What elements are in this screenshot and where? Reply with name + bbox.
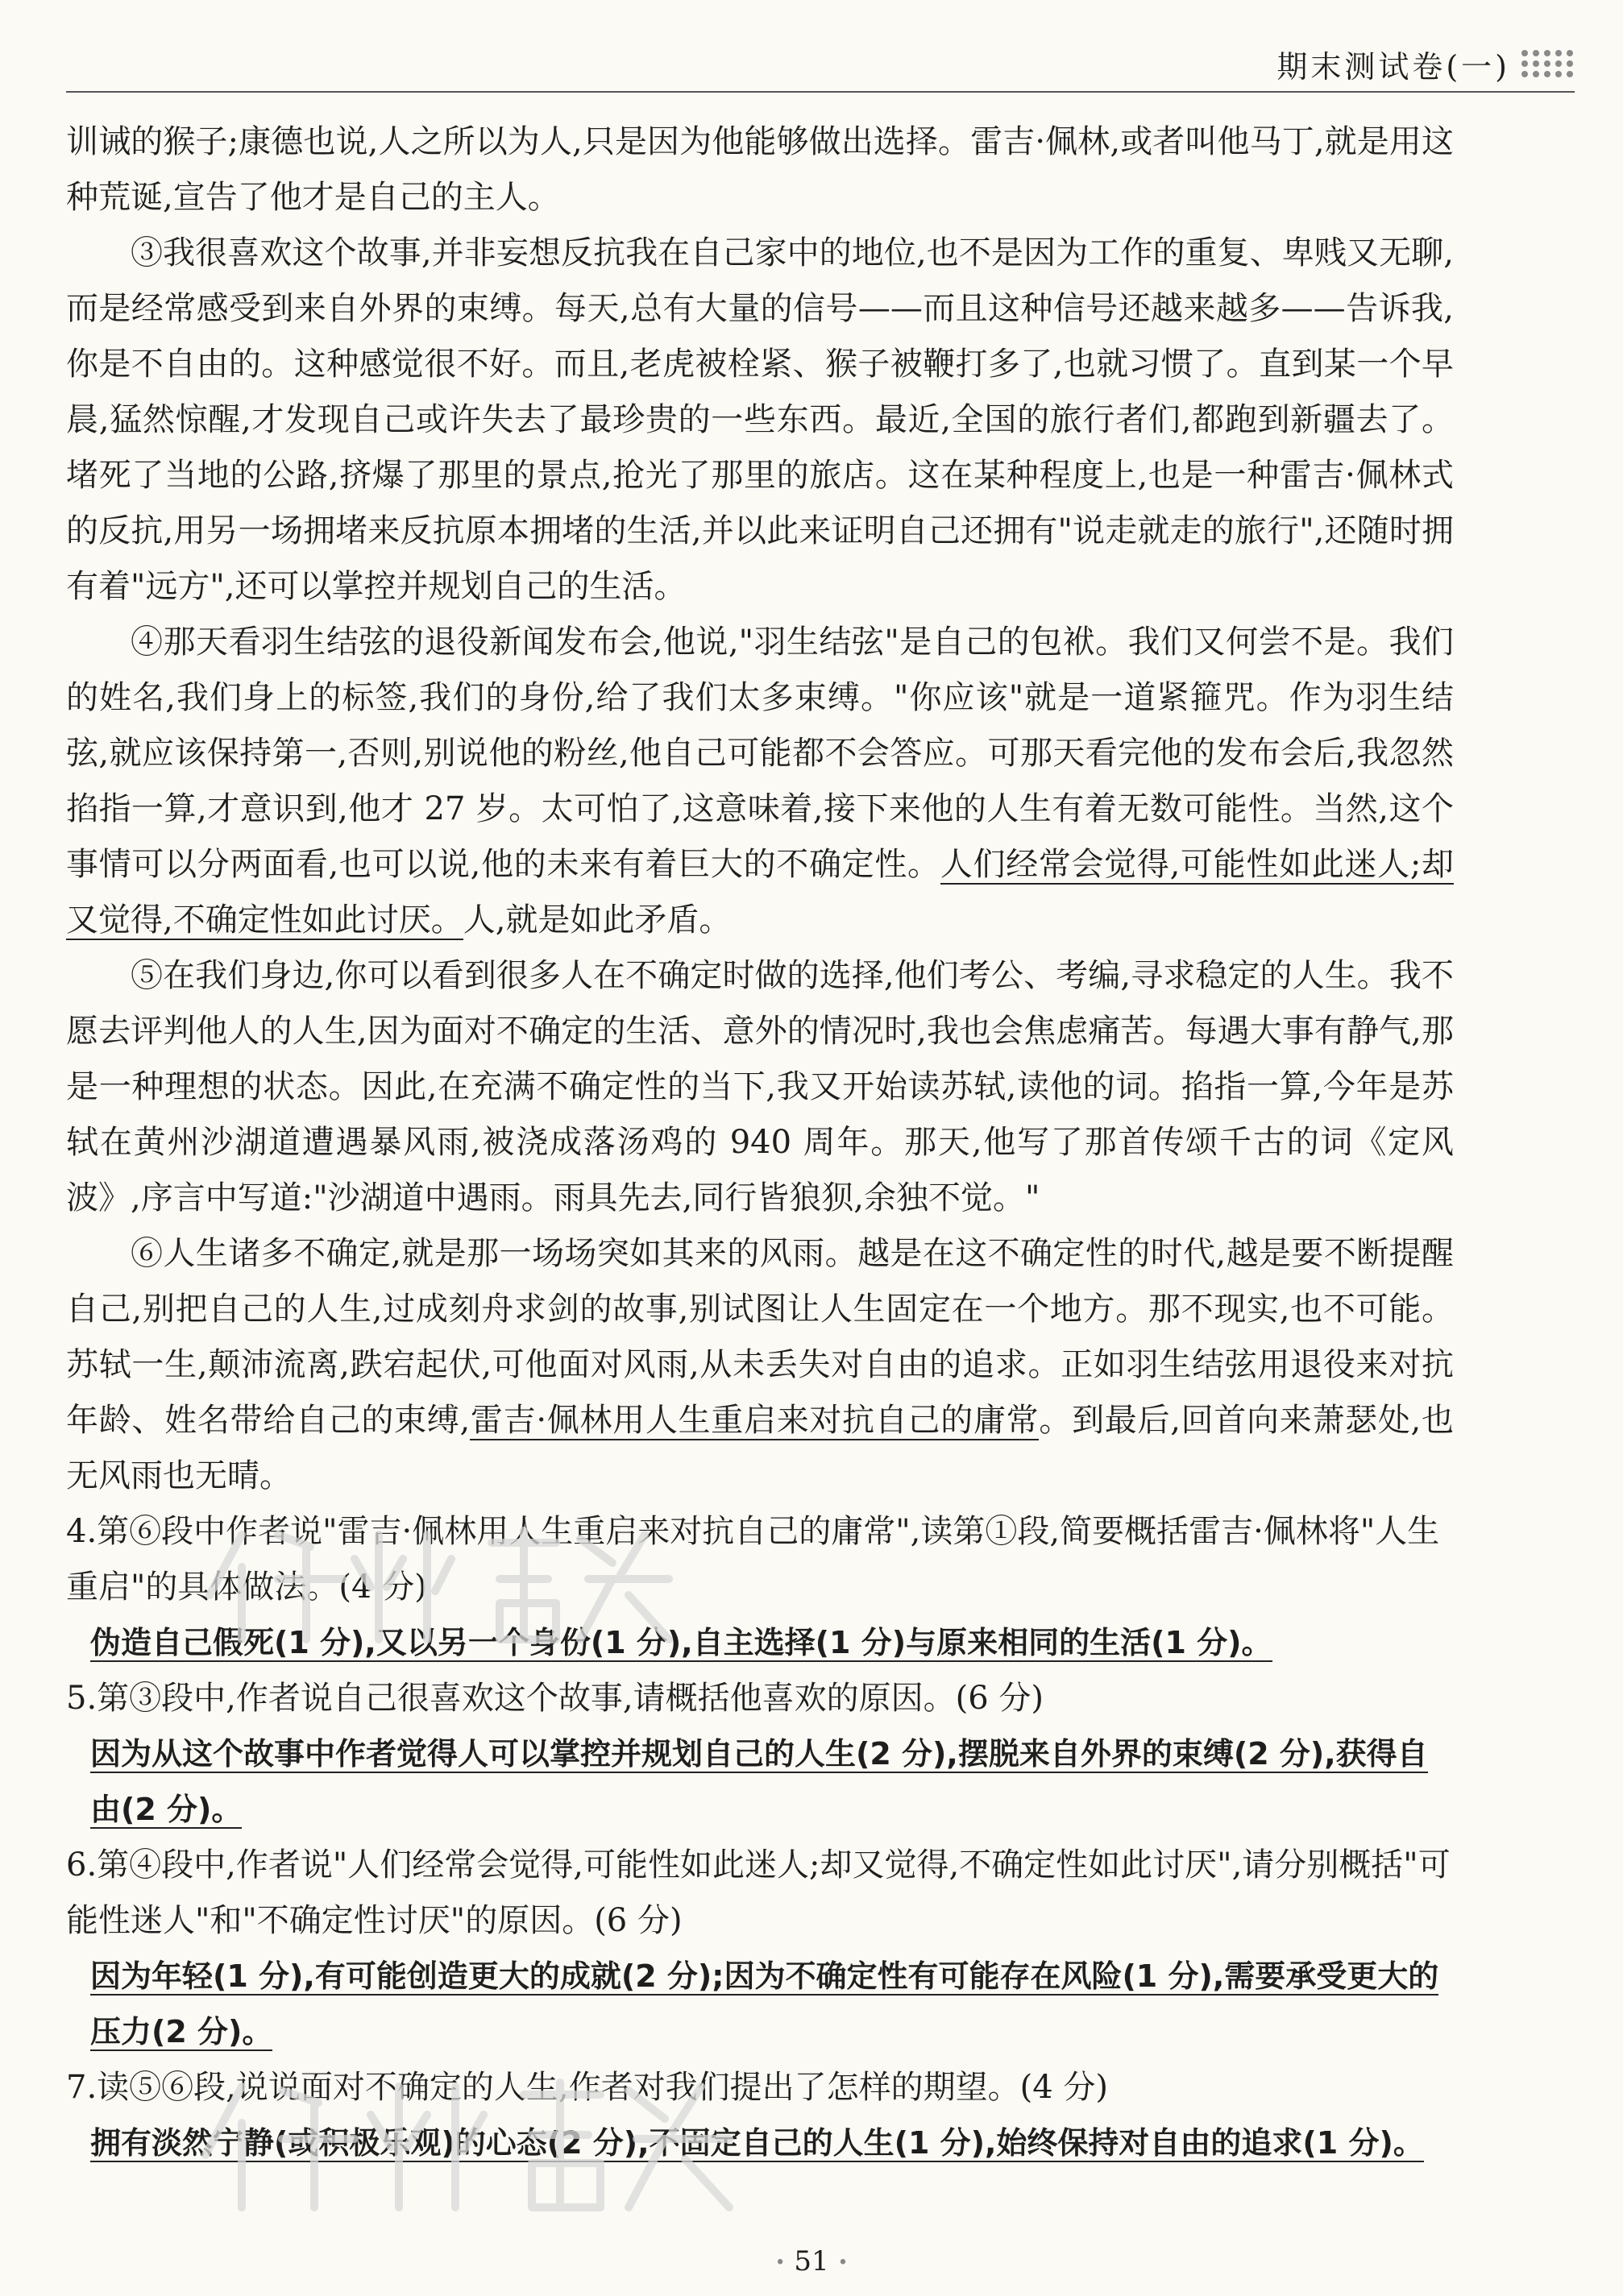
question-5 <box>66 1671 1454 1838</box>
decorative-dots-icon <box>1521 50 1573 77</box>
question-7-text: 7.读⑤⑥段,说说面对不确定的人生,作者对我们提出了怎样的期望。(4 分) <box>66 2069 1108 2106</box>
answer-5 <box>90 1726 1454 1838</box>
question-5-text: 5.第③段中,作者说自己很喜欢这个故事,请概括他喜欢的原因。(6 分) <box>66 1680 1044 1717</box>
answer-6 <box>90 1949 1454 2060</box>
page-header <box>1276 44 1573 84</box>
paragraph-continued: 训诫的猴子;康德也说,人之所以为人,只是因为他能够做出选择。雷吉·佩林,或者叫他马丁,就是用这种荒诞,宣告了他才是自己的主人。 <box>66 123 1454 216</box>
answer-7 <box>90 2116 1454 2171</box>
page-number-left-dot: • <box>774 2252 786 2273</box>
question-7 <box>66 2060 1454 2171</box>
question-6 <box>66 1838 1454 2060</box>
page-number <box>0 2245 1623 2277</box>
paragraph-6-tail: 。到最后,回首向来萧瑟处,也无风雨也无晴。 <box>66 1402 1454 1494</box>
header-divider <box>66 91 1575 93</box>
paragraph-6 <box>66 1226 1454 1504</box>
paragraph-4-text: ④那天看羽生结弦的退役新闻发布会,他说,"羽生结弦"是自己的包袱。我们又何尝不是。我们的姓名,我们身上的标签,我们的身份,给了我们太多束缚。"你应该"就是一道紧箍咒。作为羽生结弦,就应该保持第一,否则,别说他的粉丝,他自己可能都不会答应。可那天看完他的发布会后,我忽然掐指一算,才意识到,他才 27 岁。太可怕了,这意味着,接下来他的人生有着无数可能性。当然,这个事情可以分两面看,也可以说,他的未来有着巨大的不确定性。 <box>66 624 1454 883</box>
page-number-right-dot: • <box>837 2252 849 2273</box>
answer-4-text: 伪造自己假死(1 分),又以另一个身份(1 分),自主选择(1 分)与原来相同的生活(1 分)。 <box>90 1625 1272 1660</box>
page-number-text: 51 <box>794 2245 829 2277</box>
underlined-sentence-p6: 雷吉·佩林用人生重启来对抗自己的庸常 <box>470 1402 1040 1439</box>
paragraph-6-text: ⑥人生诸多不确定,就是那一场场突如其来的风雨。越是在这不确定性的时代,越是要不断提醒自己,别把自己的人生,过成刻舟求剑的故事,别试图让人生固定在一个地方。那不现实,也不可能。苏轼一生,颠沛流离,跌宕起伏,可他面对风雨,从未丢失对自由的追求。正如羽生结弦用退役来对抗年龄、姓名带给自己的束缚, <box>66 1235 1454 1439</box>
question-4-text: 4.第⑥段中作者说"雷吉·佩林用人生重启来对抗自己的庸常",读第①段,简要概括雷吉·佩林将"人生重启"的具体做法。(4 分) <box>66 1513 1440 1606</box>
question-6-text: 6.第④段中,作者说"人们经常会觉得,可能性如此迷人;却又觉得,不确定性如此讨厌",请分别概括"可能性迷人"和"不确定性讨厌"的原因。(6 分) <box>66 1846 1451 1939</box>
answer-4 <box>90 1615 1454 1671</box>
answer-6-text: 因为年轻(1 分),有可能创造更大的成就(2 分);因为不确定性有可能存在风险(1 分),需要承受更大的压力(2 分)。 <box>90 1958 1439 2049</box>
paragraph-4-tail: 人,就是如此矛盾。 <box>463 901 732 939</box>
answer-7-text: 拥有淡然宁静(或积极乐观)的心态(2 分),不固定自己的人生(1 分),始终保持对自由的追求(1 分)。 <box>90 2125 1424 2161</box>
paragraph-5: ⑤在我们身边,你可以看到很多人在不确定时做的选择,他们考公、考编,寻求稳定的人生。我不愿去评判他人的人生,因为面对不确定的生活、意外的情况时,我也会焦虑痛苦。每遇大事有静气,那是一种理想的状态。因此,在充满不确定性的当下,我又开始读苏轼,读他的词。掐指一算,今年是苏轼在黄州沙湖道遭遇暴风雨,被浇成落汤鸡的 940 周年。那天,他写了那首传颂千古的词《定风波》,序言中写道:"沙湖道中遇雨。雨具先去,同行皆狼狈,余独不觉。" <box>66 957 1454 1216</box>
answer-5-text: 因为从这个故事中作者觉得人可以掌控并规划自己的人生(2 分),摆脱来自外界的束缚(2 分),获得自由(2 分)。 <box>90 1736 1428 1827</box>
question-4 <box>66 1504 1454 1671</box>
underlined-sentence-p4: 人们经常会觉得,可能性如此迷人;却又觉得,不确定性如此讨厌。 <box>66 846 1454 939</box>
article-body <box>66 114 1454 2171</box>
header-title: 期末测试卷(一) <box>1276 48 1510 85</box>
paragraph-4 <box>66 615 1454 948</box>
paragraph-3: ③我很喜欢这个故事,并非妄想反抗我在自己家中的地位,也不是因为工作的重复、卑贱又无聊,而是经常感受到来自外界的束缚。每天,总有大量的信号——而且这种信号还越来越多——告诉我,你是不自由的。这种感觉很不好。而且,老虎被栓紧、猴子被鞭打多了,也就习惯了。直到某一个早晨,猛然惊醒,才发现自己或许失去了最珍贵的一些东西。最近,全国的旅行者们,都跑到新疆去了。堵死了当地的公路,挤爆了那里的景点,抢光了那里的旅店。这在某种程度上,也是一种雷吉·佩林式的反抗,用另一场拥堵来反抗原本拥堵的生活,并以此来证明自己还拥有"说走就走的旅行",还随时拥有着"远方",还可以掌控并规划自己的生活。 <box>66 234 1454 605</box>
